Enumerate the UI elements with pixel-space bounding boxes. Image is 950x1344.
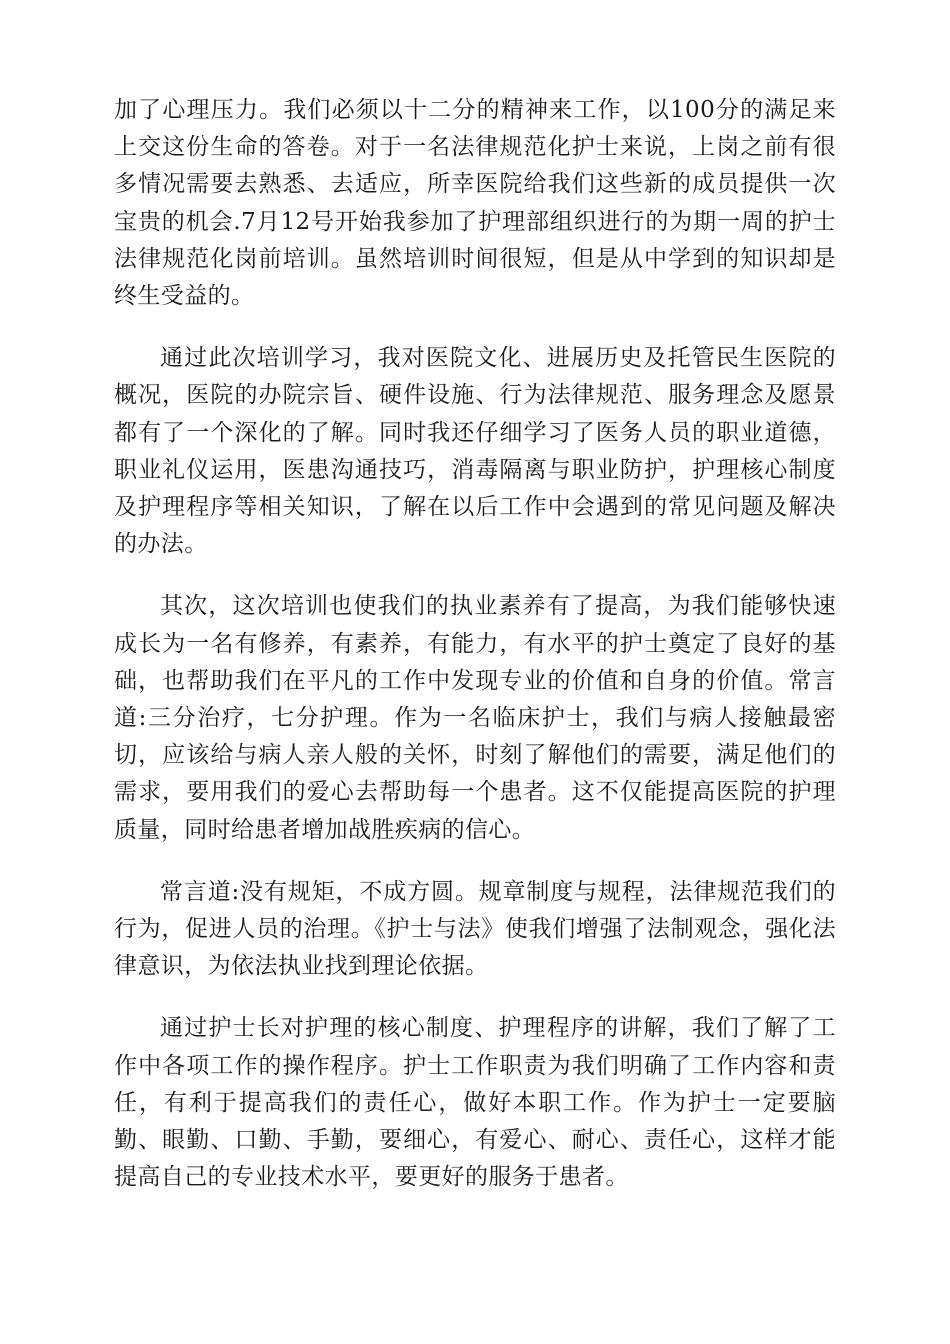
paragraph-continuation: 加了心理压力。我们必须以十二分的精神来工作，以100分的满足来上交这份生命的答卷。对于一名法律规范化护士来说，上岗之前有很多情况需要去熟悉、去适应，所幸医院给我们这些新的成员提供一次宝贵的机会.7月12号开始我参加了护理部组织进行的为期一周的护士法律规范化岗前培训。虽然培训时间很短，但是从中学到的知识却是终生受益的。 xyxy=(114,97,836,310)
document-page xyxy=(114,92,836,1221)
paragraph-professional-quality: 其次，这次培训也使我们的执业素养有了提高，为我们能够快速成长为一名有修养，有素养，有能力，有水平的护士奠定了良好的基础，也帮助我们在平凡的工作中发现专业的价值和自身的价值。常言道:三分治疗，七分护理。作为一名临床护士，我们与病人接触最密切，应该给与病人亲人般的关怀，时刻了解他们的需要，满足他们的需求，要用我们的爱心去帮助每一个患者。这不仅能提高医院的护理质量，同时给患者增加战胜疾病的信心。 xyxy=(114,593,836,843)
paragraph-rules-and-law: 常言道:没有规矩，不成方圆。规章制度与规程，法律规范我们的行为，促进人员的治理。《护士与法》使我们增强了法制观念，强化法律意识，为依法执业找到理论依据。 xyxy=(114,878,836,980)
paragraph-core-procedures: 通过护士长对护理的核心制度、护理程序的讲解，我们了解了工作中各项工作的操作程序。护士工作职责为我们明确了工作内容和责任，有利于提高我们的责任心，做好本职工作。作为护士一定要脑勤、眼勤、口勤、手勤，要细心，有爱心、耐心、责任心，这样才能提高自己的专业技术水平，要更好的服务于患者。 xyxy=(114,1015,836,1191)
paragraph-training-content: 通过此次培训学习，我对医院文化、进展历史及托管民生医院的概况，医院的办院宗旨、硬件设施、行为法律规范、服务理念及愿景都有了一个深化的了解。同时我还仔细学习了医务人员的职业道德，职业礼仪运用，医患沟通技巧，消毒隔离与职业防护，护理核心制度及护理程序等相关知识，了解在以后工作中会遇到的常见问题及解决的办法。 xyxy=(114,345,836,558)
